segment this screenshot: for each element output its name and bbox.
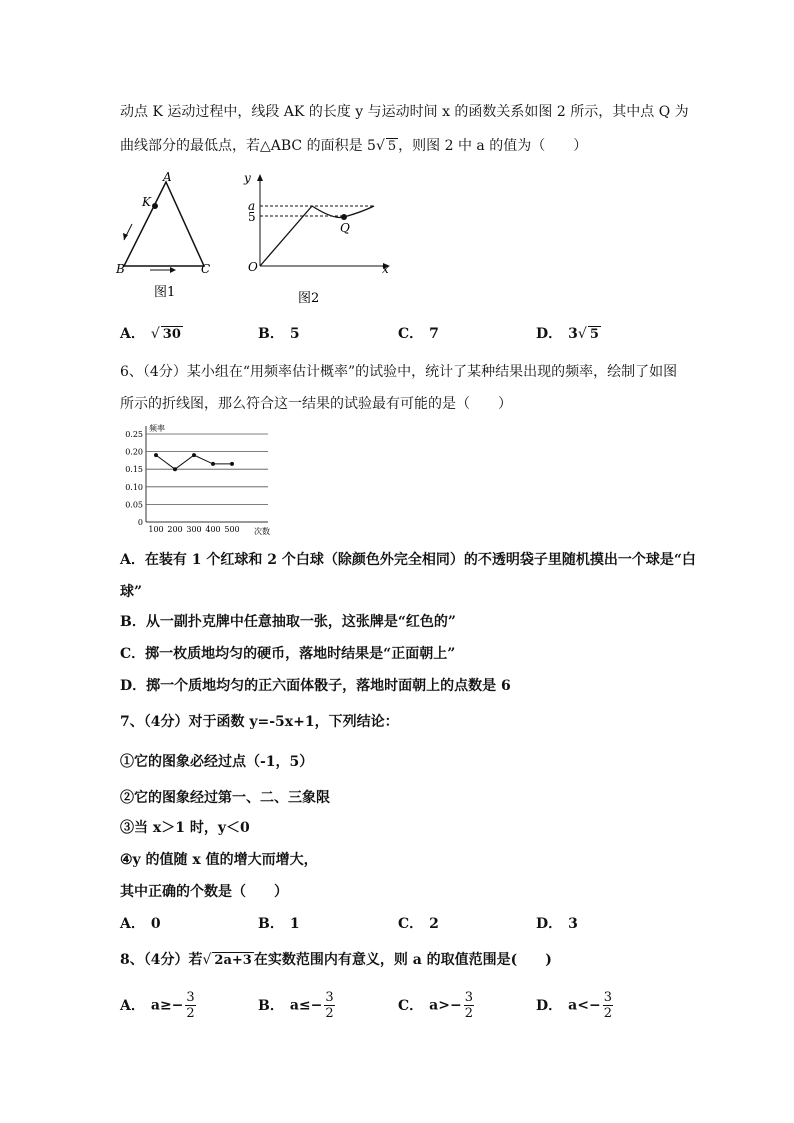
chart-y-tick-label: 0.25	[125, 430, 143, 439]
q5-option-b: B． 5	[258, 326, 300, 342]
q5-sqrt: 5	[387, 139, 397, 154]
q6-option-c: C．掷一枚质地均匀的硬币，落地时结果是“正面朝上”	[120, 646, 456, 662]
q7-item-4: ④y 的值随 x 值的增大而增大，	[120, 852, 318, 868]
q8-line1: 8、（4分）若√ 2a+3 在实数范围内有意义，则 a 的取值范围是( )	[120, 952, 552, 968]
chart-x-tick-label: 200	[167, 525, 183, 534]
y-axis-arrow	[257, 174, 263, 181]
chart-point	[230, 462, 234, 466]
q5-option-a-value: 30	[162, 327, 181, 342]
label-a-value: a	[248, 199, 256, 213]
q7-line1: 7、（4分）对于函数 y=-5x+1，下列结论：	[120, 714, 399, 730]
q8-option-a: A． a≥− $\frac{3}{2}$	[120, 990, 195, 1021]
q7-option-d: D． 3	[536, 916, 578, 932]
q8-option-c: C． a>− $\frac{3}{2}$	[398, 990, 473, 1021]
label-k: K	[142, 195, 151, 209]
figure-2-caption: 图2	[298, 291, 320, 306]
arrow-right-head	[170, 267, 176, 273]
q5-line2-a: 曲线部分的最低点，若△ABC 的面积是 5	[120, 138, 376, 154]
q7-option-a: A． 0	[120, 916, 161, 932]
label-x: x	[382, 262, 389, 276]
q8-option-d: D． a<− $\frac{3}{2}$	[536, 990, 612, 1021]
point-q	[341, 214, 347, 220]
chart-point	[211, 462, 215, 466]
chart-series-line	[156, 455, 232, 469]
label-y: y	[244, 171, 251, 185]
figure-1-caption: 图1	[154, 285, 176, 300]
chart-y-tick-label: 0.05	[125, 500, 143, 510]
chart-x-label: 次数	[254, 527, 270, 536]
chart-point	[173, 467, 177, 471]
q6-option-a-continued: 球”	[120, 584, 143, 600]
label-o: O	[248, 260, 258, 274]
chart-y-tick-label: 0.20	[125, 447, 143, 457]
q7-item-3: ③当 x＞1 时，y＜0	[120, 820, 250, 836]
q5-option-d: D． 3√ 5	[536, 326, 599, 342]
chart-y-label: 频率	[149, 424, 165, 433]
figure-1	[110, 172, 220, 302]
q6-option-a: A．在装有 1 个红球和 2 个白球（除颜色外完全相同）的不透明袋子里随机摸出一个球是“白	[120, 552, 696, 568]
point-k	[152, 203, 158, 209]
chart-y-tick-label: 0.15	[125, 465, 143, 475]
chart-point	[154, 453, 158, 457]
chart-y-tick-label: 0.10	[125, 482, 143, 492]
q5-option-c: C． 7	[398, 326, 439, 342]
label-b: B	[116, 262, 125, 276]
sqrt-symbol: √	[375, 138, 385, 154]
chart-point	[192, 453, 196, 457]
chart-y-tick-label: 0	[137, 518, 143, 527]
chart-x-tick-label: 500	[224, 525, 240, 534]
label-5: 5	[248, 210, 256, 224]
q7-item-1: ①它的图象必经过点（-1，5）	[120, 754, 314, 770]
label-q: Q	[340, 221, 350, 235]
q7-ask: 其中正确的个数是（ ）	[120, 884, 288, 900]
q5-option-d-value: 5	[589, 327, 599, 342]
q5-line1: 动点 K 运动过程中，线段 AK 的长度 y 与运动时间 x 的函数关系如图 2 所示，其中点 Q 为	[120, 104, 689, 120]
triangle-abc	[124, 182, 204, 266]
q6-line2: 所示的折线图，那么符合这一结果的试验最有可能的是（ ）	[120, 396, 512, 412]
figure-2	[234, 170, 394, 310]
label-c: C	[201, 262, 211, 276]
q8-option-b: B． a≤− $\frac{3}{2}$	[258, 990, 334, 1021]
q8-radicand: 2a+3	[214, 953, 252, 968]
chart-x-tick-label: 400	[205, 525, 221, 534]
frequency-line-chart	[116, 422, 276, 538]
label-a: A	[163, 172, 172, 184]
chart-x-tick-label: 100	[148, 525, 164, 534]
q7-option-b: B． 1	[258, 916, 300, 932]
chart-x-tick-label: 300	[186, 525, 202, 534]
q6-option-d: D．掷一个质地均匀的正六面体骰子，落地时面朝上的点数是 6	[120, 678, 511, 694]
q5-option-c-value: 7	[429, 326, 439, 342]
q6-line1: 6、（4分）某小组在“用频率估计概率”的试验中，统计了某种结果出现的频率，绘制了如图	[120, 364, 678, 380]
graph-line	[260, 206, 312, 266]
q5-line2-b: ，则图 2 中 a 的值为（ ）	[398, 138, 588, 154]
q5-option-b-value: 5	[289, 326, 300, 342]
q7-option-c: C． 2	[398, 916, 439, 932]
q6-option-b: B．从一副扑克牌中任意抽取一张，这张牌是“红色的”	[120, 614, 456, 630]
q5-line2	[120, 136, 587, 156]
q5-option-a: A． √ 30	[120, 326, 181, 342]
q7-item-2: ②它的图象经过第一、二、三象限	[120, 790, 330, 806]
